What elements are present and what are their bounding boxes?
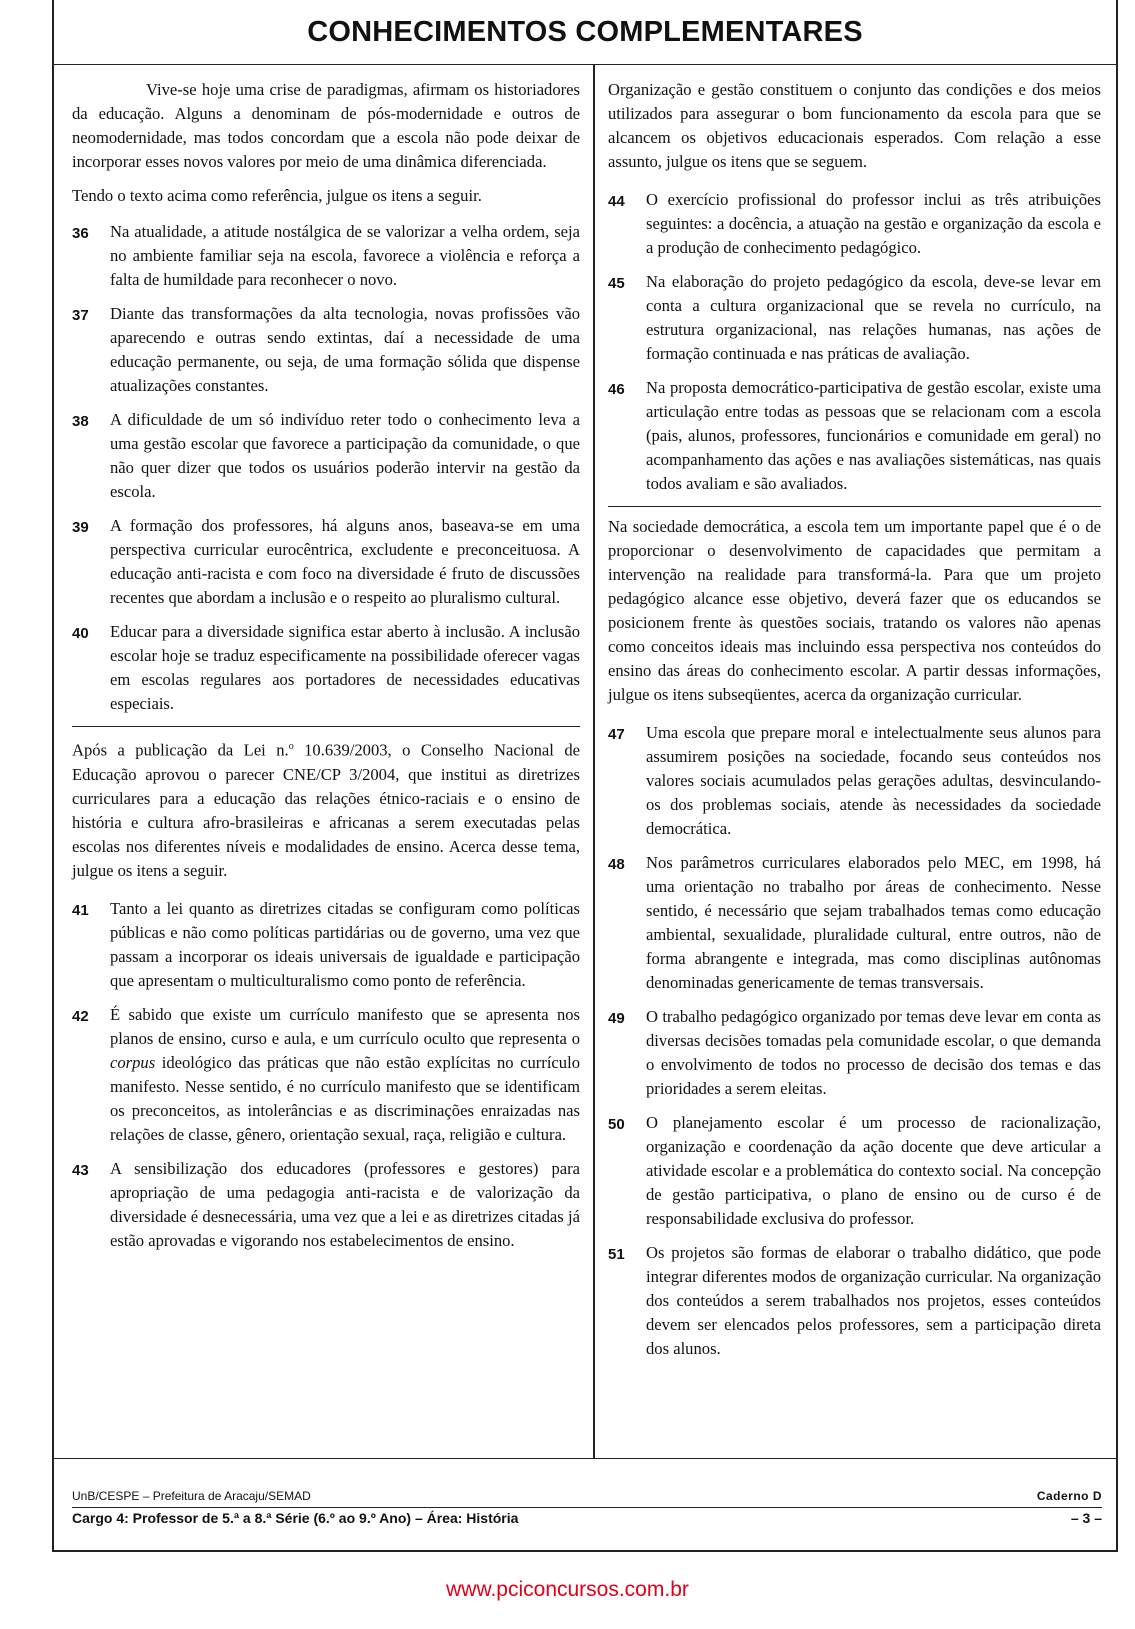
question-44 bbox=[608, 188, 1101, 260]
question-number: 49 bbox=[608, 1010, 625, 1027]
question-43 bbox=[72, 1157, 580, 1253]
question-45 bbox=[608, 270, 1101, 366]
question-number: 44 bbox=[608, 193, 625, 210]
question-list-47-51 bbox=[608, 721, 1101, 1361]
question-40 bbox=[72, 620, 580, 716]
question-number: 45 bbox=[608, 275, 625, 292]
question-36 bbox=[72, 220, 580, 292]
question-text: Os projetos são formas de elaborar o trabalho didático, que pode integrar diferentes modos de organização curricular. Na organização dos conteúdos a serem trabalhados nos projetos, esses conteúdos devem ser elencados pelos professores, sem a participação direta dos alunos. bbox=[646, 1243, 1101, 1358]
page-title: CONHECIMENTOS COMPLEMENTARES bbox=[307, 16, 863, 48]
question-text: Nos parâmetros curriculares elaborados pelo MEC, em 1998, há uma orientação no trabalho por áreas de conhecimento. Nesse sentido, é necessário que sejam trabalhados temas como educação ambiental, sexualidade, pluralidade cultural, entre outros, não de forma abrangente e integrada, mas como disciplinas autônomas denominadas genericamente de temas transversais. bbox=[646, 853, 1101, 992]
question-number: 40 bbox=[72, 625, 89, 642]
question-42 bbox=[72, 1003, 580, 1147]
question-41 bbox=[72, 897, 580, 993]
intro-text: Vive-se hoje uma crise de paradigmas, afirmam os historiadores da educação. Alguns a denominam de pós-modernidade e outros de neomodernidade, mas todos concordam que a escola não pode deixar de incorporar esses novos valores por meio de uma dinâmica diferenciada. bbox=[72, 80, 580, 171]
question-text: Diante das transformações da alta tecnologia, novas profissões vão aparecendo e outras sendo extintas, daí a necessidade de uma educação permanente, ou seja, de uma formação sólida que dispense atualizações constantes. bbox=[110, 304, 580, 395]
question-51 bbox=[608, 1241, 1101, 1361]
question-text: O planejamento escolar é um processo de racionalização, organização e coordenação da ação docente que deve articular a atividade escolar e a problemática do contexto social. Na concepção de gestão participativa, o plano de ensino ou de curso é de responsabilidade exclusiva do professor. bbox=[646, 1113, 1101, 1228]
question-list-36-40 bbox=[72, 220, 580, 716]
right-column bbox=[608, 78, 1101, 1371]
section-lei-10639 bbox=[72, 726, 580, 1253]
question-text: A dificuldade de um só indivíduo reter todo o conhecimento leva a uma gestão escolar que favorece a participação da comunidade, o que não quer dizer que todos os usuários poderão intervir na gestão da escola. bbox=[110, 410, 580, 501]
bottom-divider bbox=[52, 1458, 1118, 1459]
question-number: 48 bbox=[608, 856, 625, 873]
question-number: 46 bbox=[608, 381, 625, 398]
question-text: Uma escola que prepare moral e intelectualmente seus alunos para assumirem posições na sociedade, focando seus conteúdos nos valores sociais acumulados pelas gerações adultas, desvinculando-os dos problemas sociais, atende às necessidades da sociedade democrática. bbox=[646, 723, 1101, 838]
question-38 bbox=[72, 408, 580, 504]
stem-organizacao-gestao: Organização e gestão constituem o conjunto das condições e dos meios utilizados para assegurar o bom funcionamento da escola para que se alcancem os objetivos educacionais esperados. Com relação a esse assunto, julgue os itens que se seguem. bbox=[608, 80, 1101, 171]
question-text: A sensibilização dos educadores (professores e gestores) para apropriação de uma pedagogia anti-racista e de valorização da diversidade é desnecessária, uma vez que a lei e as diretrizes citadas já estão aprovadas e vigorando nos estabelecimentos de ensino. bbox=[110, 1158, 580, 1250]
footer-top bbox=[72, 1487, 1102, 1508]
question-text: É sabido que existe um currículo manifesto que se apresenta nos planos de ensino, curso e aula, e um currículo oculto que representa o corpus ideológico das práticas que não estão explícitas no currículo manifesto. Nesse sentido, é no currículo manifesto que se identificam os preconceitos, as intolerâncias e as discriminações enraizadas nas relações de classe, gênero, orientação sexual, raça, religião e cultura. bbox=[110, 1004, 580, 1144]
question-number: 51 bbox=[608, 1246, 625, 1263]
question-text: Na atualidade, a atitude nostálgica de se valorizar a velha ordem, seja no ambiente familiar seja na escola, favorece a violência e reforça a falta de humildade para reconhecer o novo. bbox=[110, 222, 580, 289]
question-number: 50 bbox=[608, 1116, 625, 1133]
title-divider bbox=[52, 64, 1118, 65]
question-number: 42 bbox=[72, 1007, 89, 1025]
question-50 bbox=[608, 1111, 1101, 1231]
question-text: O trabalho pedagógico organizado por temas deve levar em conta as diversas decisões tomadas pela comunidade escolar, o que demanda o envolvimento de todos no processo de decisão dos temas e das prioridades a serem eleitas. bbox=[646, 1007, 1101, 1098]
question-37 bbox=[72, 302, 580, 398]
question-number: 41 bbox=[72, 901, 89, 919]
instruction-text: Tendo o texto acima como referência, julgue os itens a seguir. bbox=[72, 186, 482, 205]
section-sociedade-democratica bbox=[608, 506, 1101, 1361]
stem-lei-10639: Após a publicação da Lei n.$^o$ 10.639/2003, o Conselho Nacional de Educação aprovou o parecer CNE/CP 3/2004, que institui as diretrizes curriculares para a educação das relações étnico-raciais e o ensino de história e cultura afro-brasileiras e africanas a serem executadas pelas escolas nos diferentes níveis e modalidades de ensino. Acerca desse tema, julgue os itens a seguir. bbox=[72, 740, 580, 880]
question-49 bbox=[608, 1005, 1101, 1101]
site-link[interactable]: www.pciconcursos.com.br bbox=[446, 1578, 689, 1601]
question-number: 43 bbox=[72, 1161, 89, 1179]
question-text: Educar para a diversidade significa estar aberto à inclusão. A inclusão escolar hoje se traduz especificamente na possibilidade oferecer vagas em escolas regulares aos portadores de necessidades educativas especiais. bbox=[110, 622, 580, 713]
footer-org: UnB/CESPE – Prefeitura de Aracaju/SEMAD bbox=[72, 1489, 311, 1503]
question-text: Tanto a lei quanto as diretrizes citadas se configuram como políticas públicas e não como políticas partidárias ou de governo, uma vez que passam a incorporar os ideais universais de igualdade e participação que apresentam o multiculturalismo como ponto de referência. bbox=[110, 898, 580, 990]
column-divider bbox=[593, 64, 595, 1458]
question-number: 38 bbox=[72, 413, 89, 430]
question-text: Na proposta democrático-participativa de gestão escolar, existe uma articulação entre todas as pessoas que se relacionam com a escola (pais, alunos, professores, funcionários e comunidade em geral) no acompanhamento das ações e nas avaliações sistemáticas, nas quais todos avaliam e são avaliados. bbox=[646, 378, 1101, 493]
question-text: Na elaboração do projeto pedagógico da escola, deve-se levar em conta a cultura organizacional que se revela no currículo, na estrutura organizacional, nas relações humanas, nas ações de formação continuada e nas práticas de avaliação. bbox=[646, 272, 1101, 363]
question-46 bbox=[608, 376, 1101, 496]
footer-bottom bbox=[72, 1510, 1102, 1526]
question-text: O exercício profissional do professor inclui as três atribuições seguintes: a docência, a atuação na gestão e organização da escola e a produção de conhecimento pedagógico. bbox=[646, 190, 1101, 257]
question-text: A formação dos professores, há alguns anos, baseava-se em uma perspectiva curricular eurocêntrica, excludente e preconceituosa. A educação anti-racista e com foco na diversidade é fruto de discussões recentes que abordam a inclusão e o respeito ao pluralismo cultural. bbox=[110, 516, 580, 607]
question-number: 37 bbox=[72, 307, 89, 324]
question-number: 36 bbox=[72, 225, 89, 242]
footer-cargo: Cargo 4: Professor de 5.ª a 8.ª Série (6.º ao 9.º Ano) – Área: História bbox=[72, 1510, 519, 1526]
question-number: 47 bbox=[608, 726, 625, 743]
question-48 bbox=[608, 851, 1101, 995]
question-number: 39 bbox=[72, 519, 89, 536]
stem-sociedade-democratica: Na sociedade democrática, a escola tem um importante papel que é o de proporcionar o desenvolvimento de capacidades que permitam a intervenção na realidade para transformá-la. Para que um projeto pedagógico alcance esse objetivo, deverá fazer que os educandos se posicionem frente às questões sociais, tratando os valores não apenas como conceitos ideais mas incluindo essa perspectiva nos conteúdos do ensino das áreas do conhecimento escolar. A partir dessas informações, julgue os itens subseqüentes, acerca da organização curricular. bbox=[608, 517, 1101, 704]
footer-caderno: Caderno D bbox=[1036, 1489, 1102, 1503]
question-47 bbox=[608, 721, 1101, 841]
left-column bbox=[72, 78, 580, 1263]
page-number: – 3 – bbox=[1070, 1510, 1102, 1526]
question-39 bbox=[72, 514, 580, 610]
question-list-44-46 bbox=[608, 188, 1101, 496]
